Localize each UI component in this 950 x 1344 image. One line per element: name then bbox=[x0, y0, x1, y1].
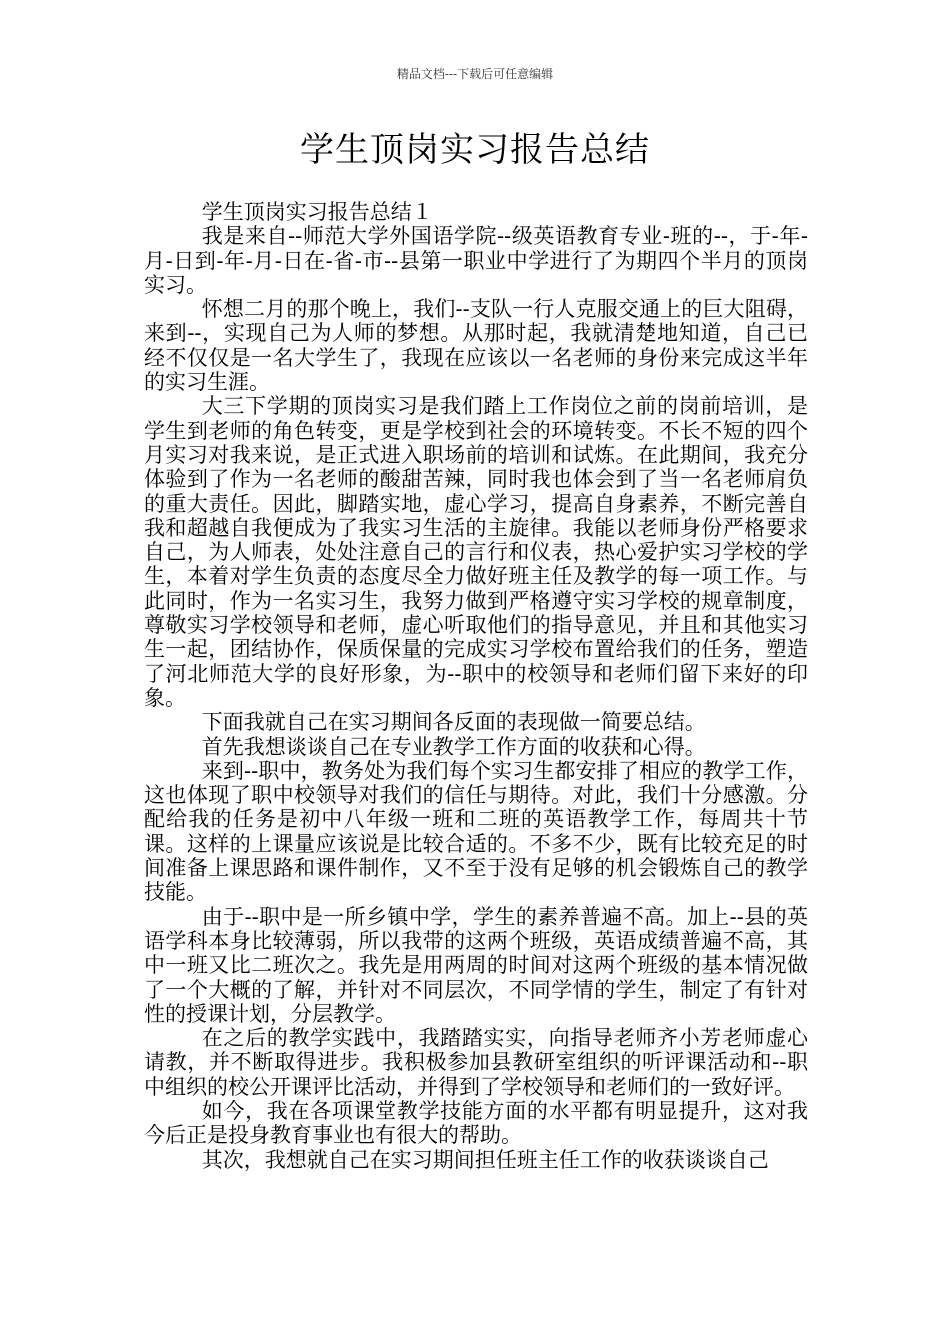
paragraph: 我是来自--师范大学外国语学院--级英语教育专业-班的--，于-年-月-日到-年-月-日在-省-市--县第一职业中学进行了为期四个半月的顶岗实习。 bbox=[144, 224, 808, 297]
paragraph: 下面我就自己在实习期间各反面的表现做一简要总结。 bbox=[201, 710, 706, 735]
document-subtitle: 学生顶岗实习报告总结１ bbox=[201, 200, 433, 224]
paragraph: 其次，我想就自己在实习期间担任班主任工作的收获谈谈自己 bbox=[201, 1147, 769, 1172]
page-header: 精品文档---下载后可任意编辑 bbox=[396, 67, 554, 81]
paragraph: 首先我想谈谈自己在专业教学工作方面的收获和心得。 bbox=[201, 734, 706, 759]
paragraph: 怀想二月的那个晚上，我们--支队一行人克服交通上的巨大阻碍，来到--，实现自己为人师的梦想。从那时起，我就清楚地知道，自己已经不仅仅是一名大学生了，我现在应该以一名老师的身份来完成这半年的实习生涯。 bbox=[144, 297, 808, 395]
paragraph: 由于--职中是一所乡镇中学，学生的素养普遍不高。加上--县的英语学科本身比较薄弱，所以我带的这两个班级，英语成绩普遍不高，其中一班又比二班次之。我先是用两周的时间对这两个班级的基本情况做了一个大概的了解，并针对不同层次，不同学情的学生，制定了有针对性的授课计划，分层教学。 bbox=[144, 904, 808, 1026]
paragraph: 如今，我在各项课堂教学技能方面的水平都有明显提升，这对我今后正是投身教育事业也有很大的帮助。 bbox=[144, 1098, 808, 1148]
paragraph: 在之后的教学实践中，我踏踏实实，向指导老师齐小芳老师虚心请教，并不断取得进步。我积极参加县教研室组织的听评课活动和--职中组织的校公开课评比活动，并得到了学校领导和老师们的一致好评。 bbox=[144, 1026, 808, 1099]
paragraph: 来到--职中，教务处为我们每个实习生都安排了相应的教学工作，这也体现了职中校领导对我们的信任与期待。对此，我们十分感激。分配给我的任务是初中八年级一班和二班的英语教学工作，每周共十节课。这样的上课量应该说是比较合适的。不多不少，既有比较充足的时间准备上课思路和课件制作，又不至于没有足够的机会锻炼自己的教学技能。 bbox=[144, 758, 808, 905]
paragraph: 大三下学期的顶岗实习是我们踏上工作岗位之前的岗前培训，是学生到老师的角色转变，更是学校到社会的环境转变。不长不短的四个月实习对我来说，是正式进入职场前的培训和试炼。在此期间，我充分体验到了作为一名老师的酸甜苦辣，同时我也体会到了当一名老师肩负的重大责任。因此，脚踏实地，虚心学习，提高自身素养，不断完善自我和超越自我便成为了我实习生活的主旋律。我能以老师身份严格要求自己，为人师表，处处注意自己的言行和仪表，热心爱护实习学校的学生，本着对学生负责的态度尽全力做好班主任及教学的每一项工作。与此同时，作为一名实习生，我努力做到严格遵守实习学校的规章制度，尊敬实习学校领导和老师，虚心听取他们的指导意见，并且和其他实习生一起，团结协作，保质保量的完成实习学校布置给我们的任务，塑造了河北师范大学的良好形象，为--职中的校领导和老师们留下来好的印象。 bbox=[144, 394, 808, 710]
document-title: 学生顶岗实习报告总结 bbox=[300, 130, 650, 170]
document-body bbox=[144, 200, 808, 1172]
